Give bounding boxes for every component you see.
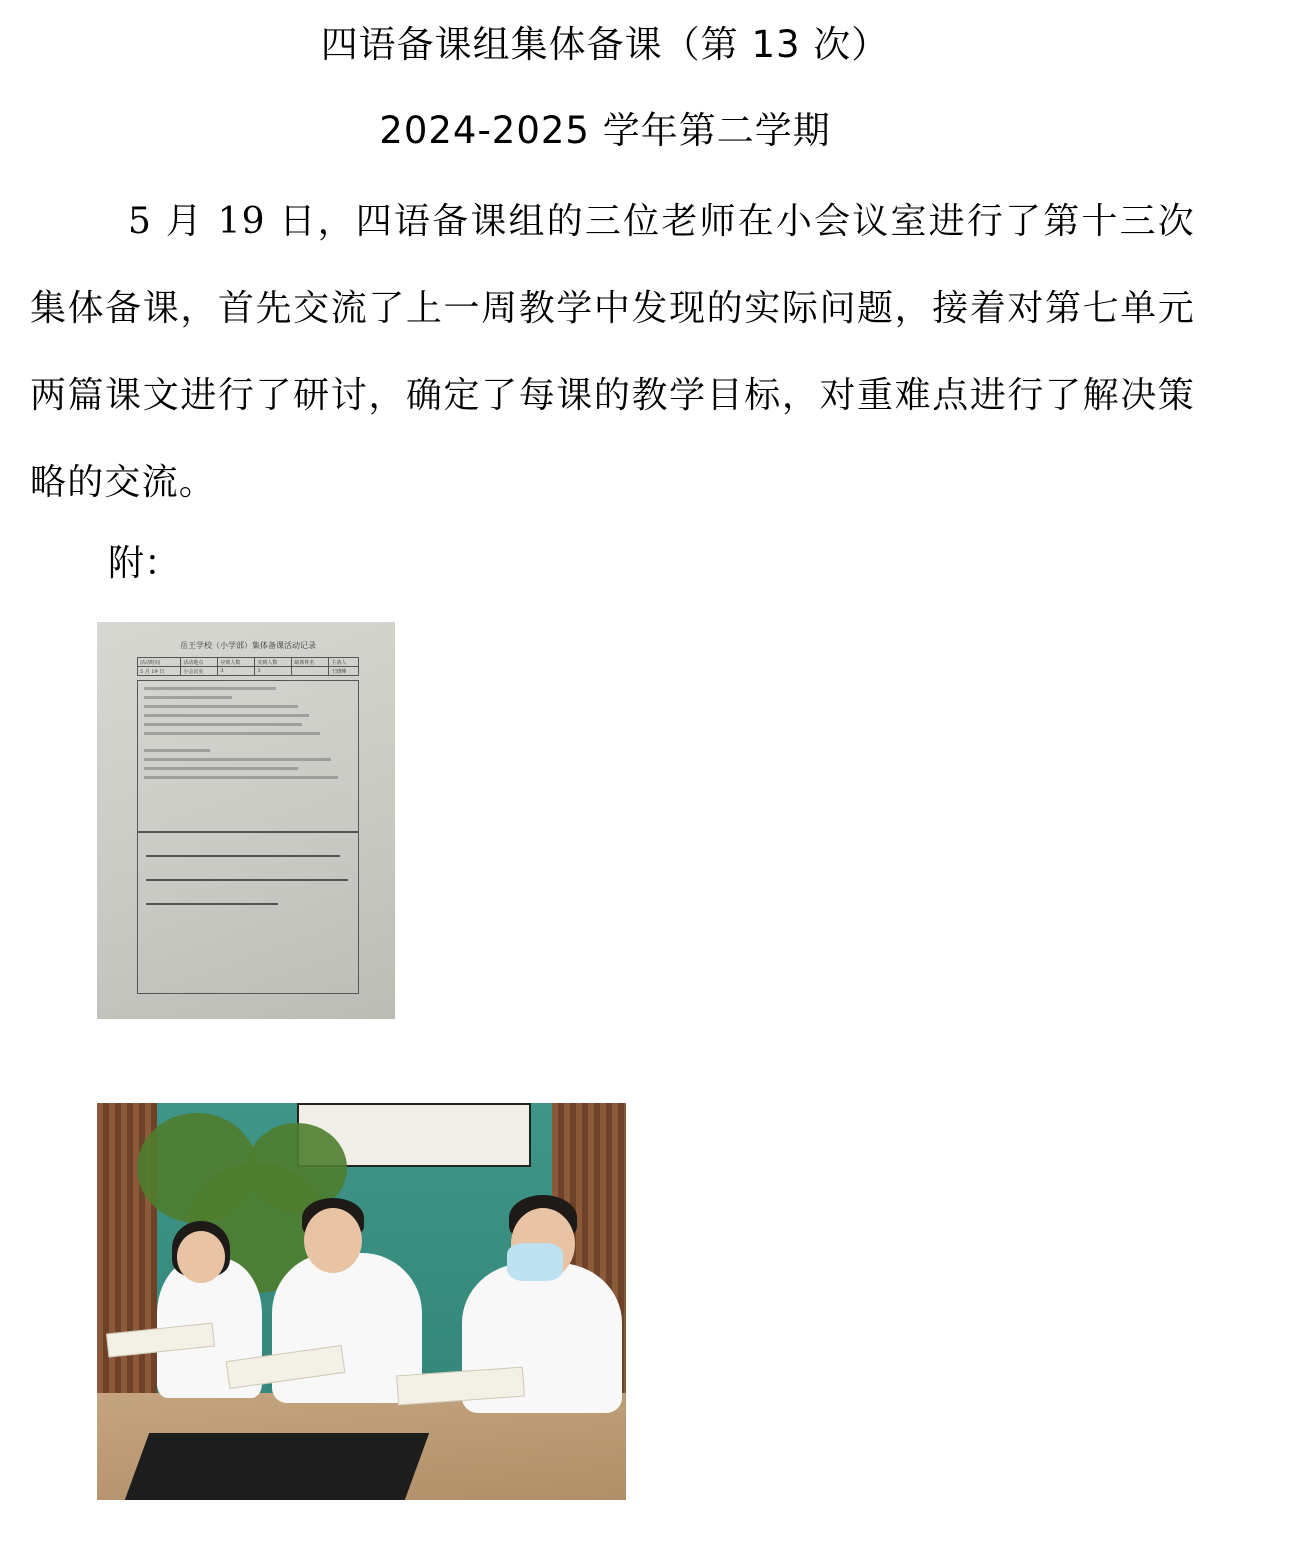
face [304,1208,362,1273]
printed-content-box [137,680,359,832]
record-sheet [137,636,359,1006]
page-subtitle: 2024-2025 学年第二学期 [379,109,831,152]
sheet-cell: 王晓峰 [329,667,359,676]
table-screen [125,1433,429,1500]
attachment-label: 附： [108,543,181,584]
sheet-cell [292,667,329,676]
record-sheet-table [137,657,359,676]
sheet-cell: 3 [255,667,292,676]
page-title: 四语备课组集体备课（第 13 次） [320,23,890,66]
sheet-cell: 主备人 [329,658,359,667]
record-sheet-header-row [138,658,359,667]
sheet-cell: 3 [218,667,255,676]
face-mask [507,1243,563,1281]
record-sheet-photo [97,622,395,1019]
sheet-cell: 小会议室 [181,667,218,676]
face [177,1231,225,1283]
record-sheet-title: 岳王学校（小学部）集体备课活动记录 [180,641,316,650]
body-paragraph: 5 月 19 日，四语备课组的三位老师在小会议室进行了第十三次集体备课，首先交流了上一周教学中发现的实际问题，接着对第七单元两篇课文进行了研讨，确定了每课的教学目标，对重难点进行了解决策略的交流。 [30,201,1195,503]
sheet-cell: 实到人数 [255,658,292,667]
sheet-cell: 活动地点 [181,658,218,667]
sheet-cell: 5 月 19 日 [138,667,181,676]
handwritten-notes-box [137,832,359,994]
sheet-cell: 应到人数 [218,658,255,667]
sheet-cell: 活动时间 [138,658,181,667]
sheet-cell: 缺席姓名 [292,658,329,667]
meeting-photo [97,1103,626,1500]
record-sheet-data-row [138,667,359,676]
